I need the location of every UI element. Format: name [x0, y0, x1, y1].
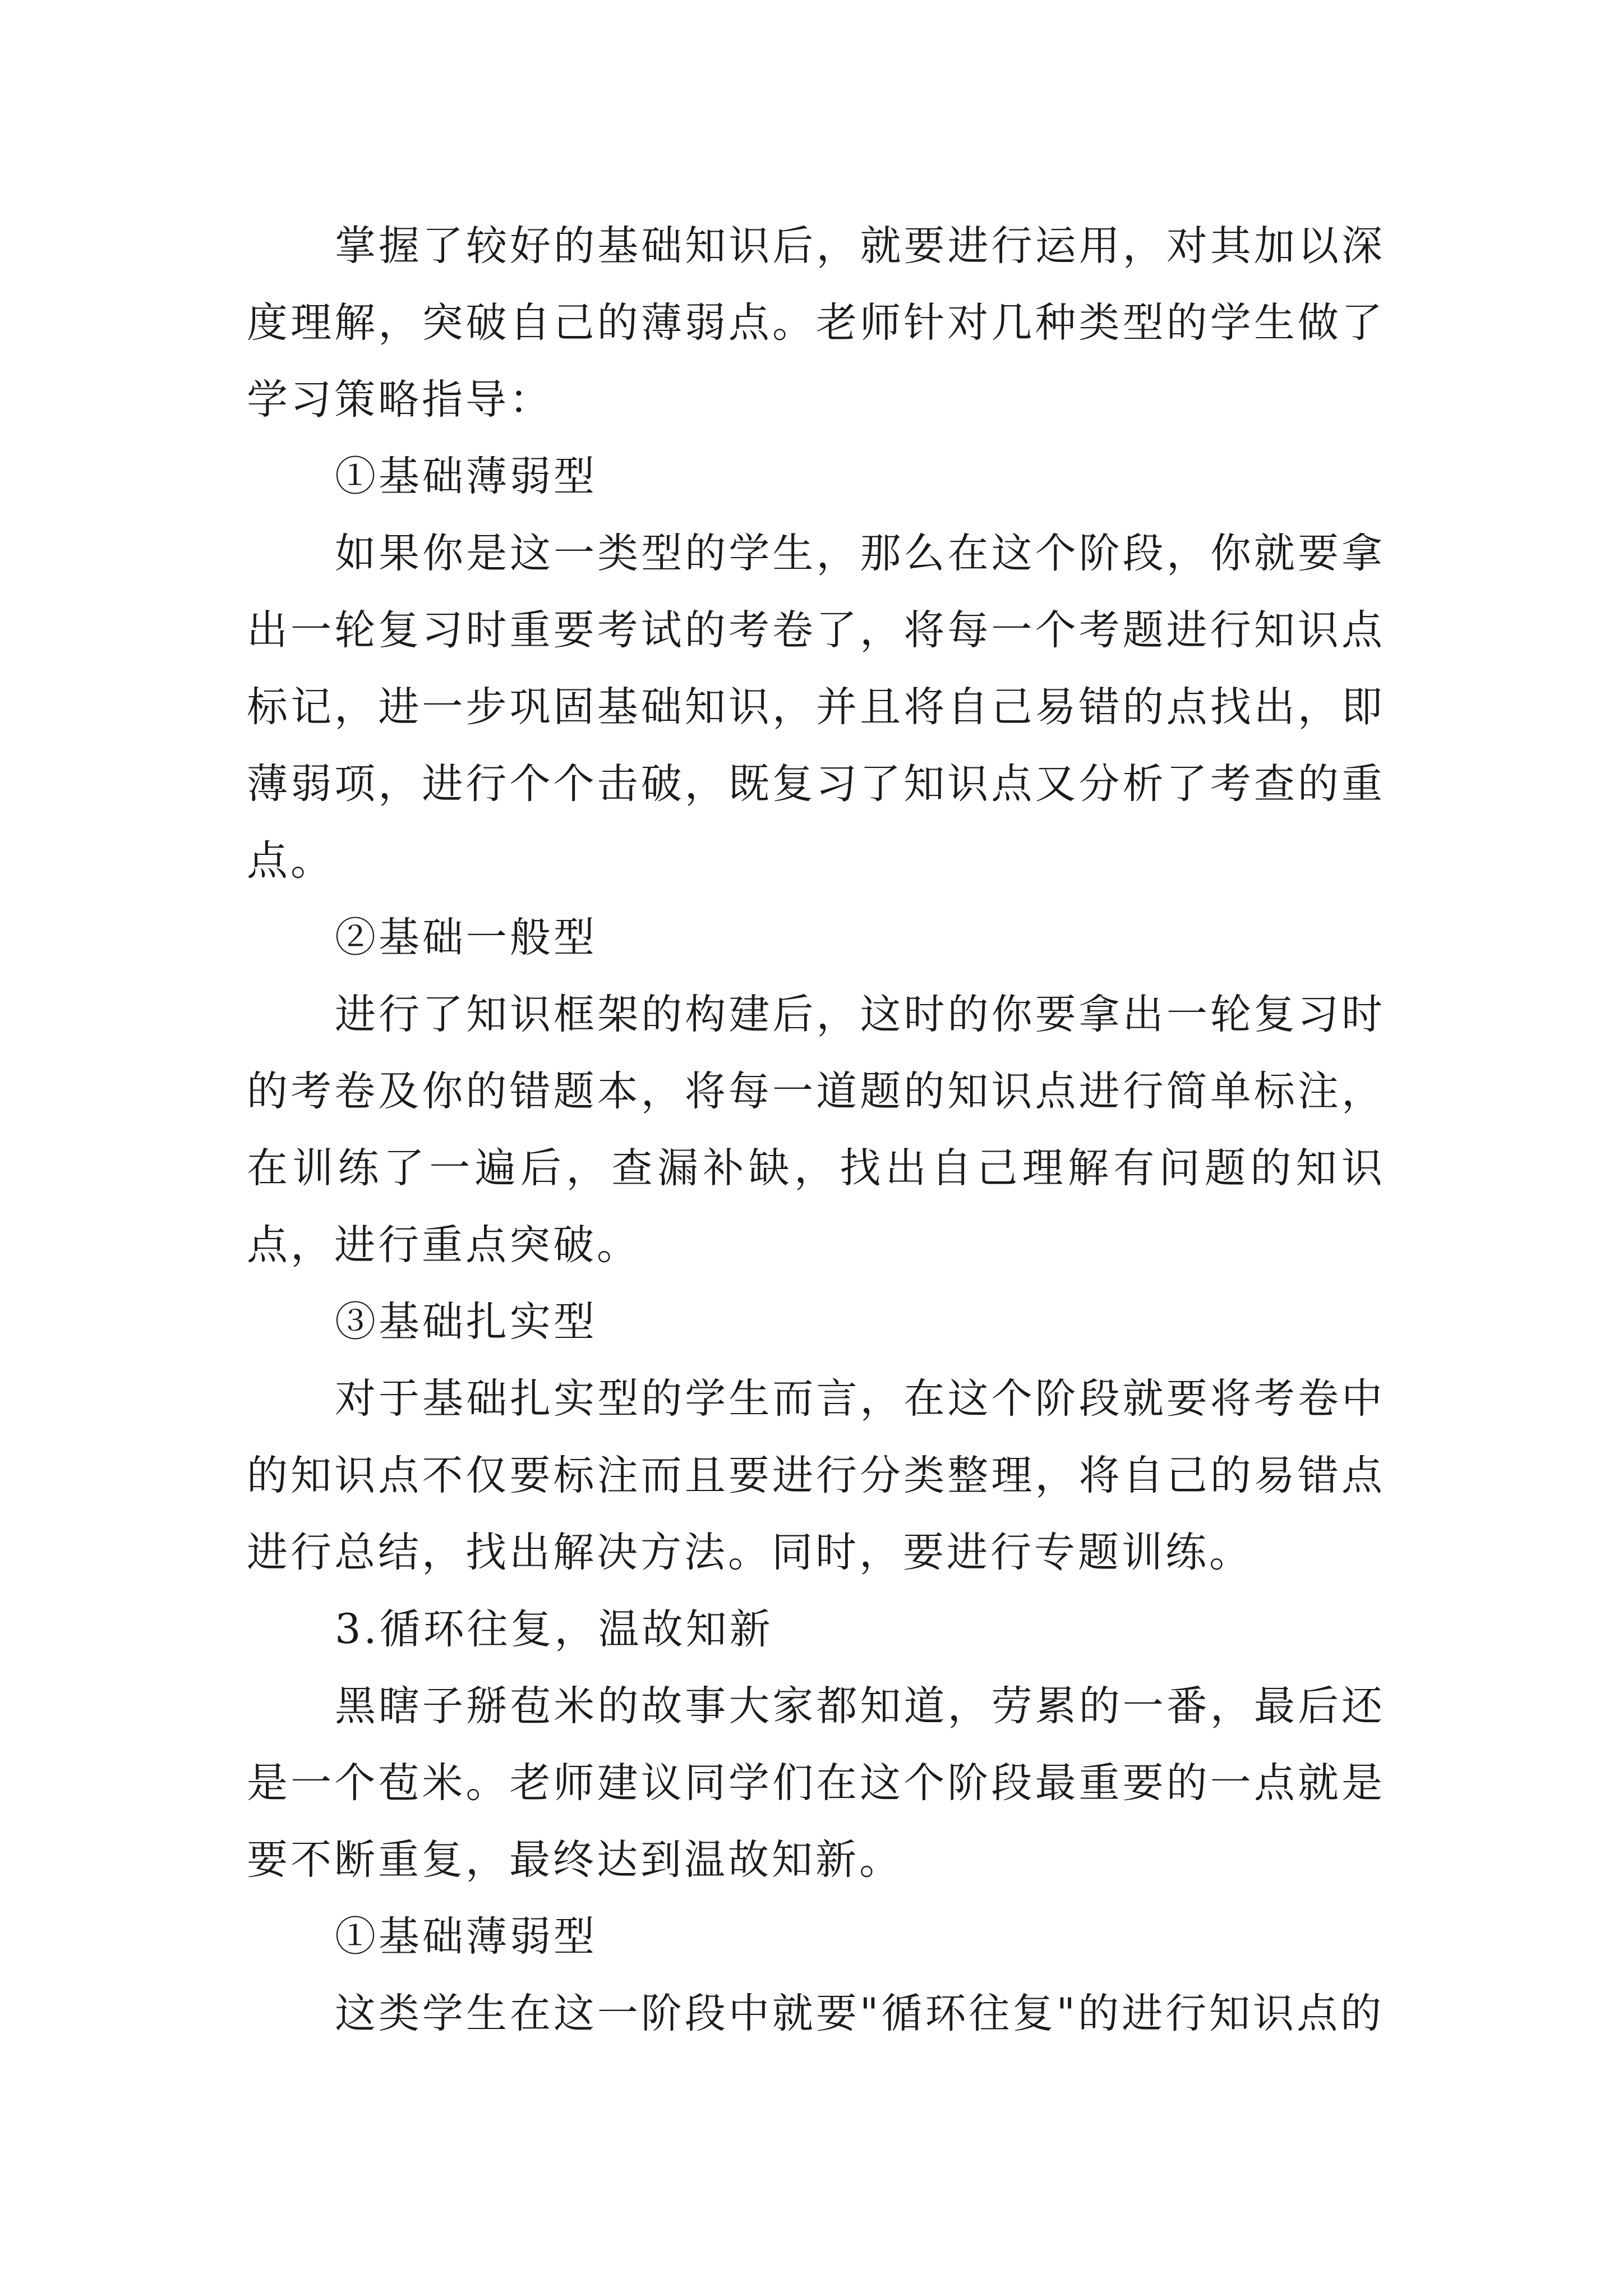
solid-basis-paragraph: 对于基础扎实型的学生而言，在这个阶段就要将考卷中的知识点不仅要标注而且要进行分类整理，将自己的易错点进行总结，找出解决方法。同时，要进行专题训练。 — [247, 1375, 1385, 1576]
weak-basis-paragraph: 如果你是这一类型的学生，那么在这个阶段，你就要拿出一轮复习时重要考试的考卷了，将每一个考题进行知识点标记，进一步巩固基础知识，并且将自己易错的点找出，即薄弱项，进行个个击破，既复习了知识点又分析了考查的重点。 — [247, 530, 1385, 885]
average-basis-paragraph: 进行了知识框架的构建后，这时的你要拿出一轮复习时的考卷及你的错题本，将每一道题的知识点进行简单标注，在训练了一遍后，查漏补缺，找出自己理解有问题的知识点，进行重点突破。 — [247, 991, 1385, 1269]
section-heading-weak-basis-2: ①基础薄弱型 — [334, 1913, 597, 1961]
weak-basis-paragraph-2: 这类学生在这一阶段中就要"循环往复"的进行知识点的 — [334, 1990, 1385, 2037]
section-heading-average-basis: ②基础一般型 — [334, 914, 597, 961]
document-body — [247, 208, 1385, 2052]
review-cycle-paragraph: 黑瞎子掰苞米的故事大家都知道，劳累的一番，最后还是一个苞米。老师建议同学们在这个阶段最重要的一点就是要不断重复，最终达到温故知新。 — [247, 1682, 1385, 1884]
intro-paragraph: 掌握了较好的基础知识后，就要进行运用，对其加以深度理解，突破自己的薄弱点。老师针对几种类型的学生做了学习策略指导： — [247, 222, 1385, 424]
section-heading-review-cycle: 3.循环往复，温故知新 — [334, 1605, 773, 1653]
section-heading-weak-basis: ①基础薄弱型 — [334, 453, 597, 500]
section-heading-solid-basis: ③基础扎实型 — [334, 1298, 597, 1346]
